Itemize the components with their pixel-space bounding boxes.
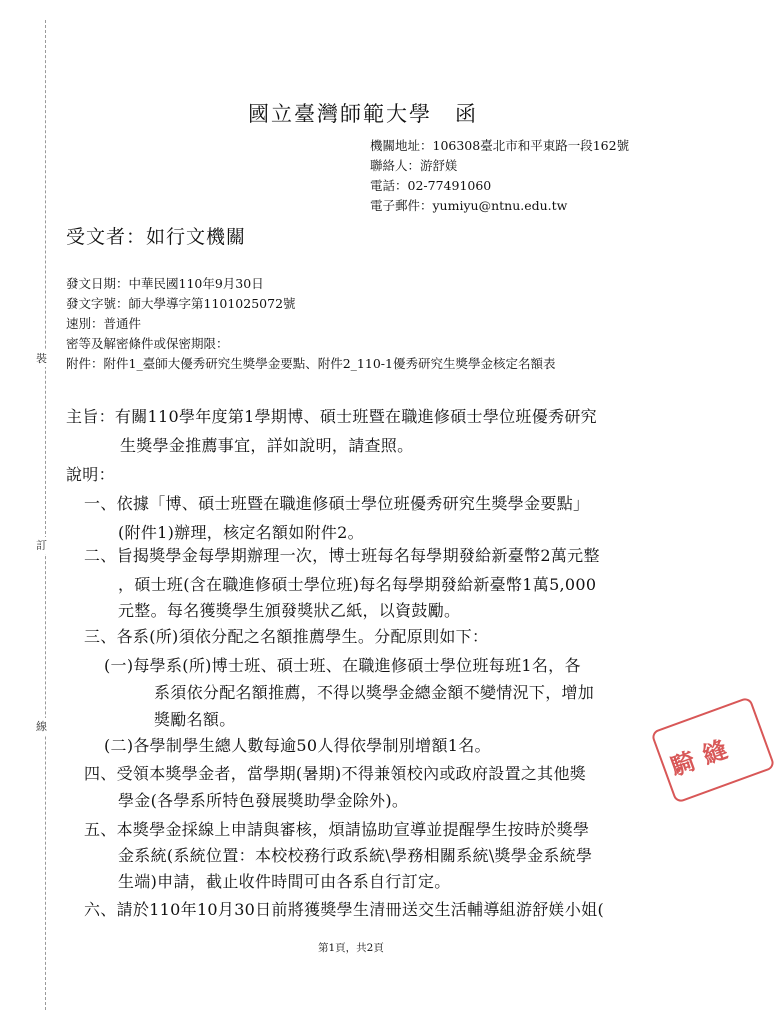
subject-line-1: 主旨：有關110學年度第1學期博、碩士班暨在職進修碩士學位班優秀研究 — [66, 407, 597, 426]
contact-phone: 電話：02-77491060 — [370, 178, 492, 193]
recipient: 受文者：如行文機關 — [66, 226, 247, 248]
contact-person: 聯絡人：游舒媄 — [370, 158, 458, 173]
seal-stamp — [650, 696, 776, 804]
item-4-line-2: 學金(各學系所特色發展獎助學金除外)。 — [118, 791, 409, 810]
item-2-line-1: 二、旨揭獎學金每學期辦理一次，博士班每名每學期發給新臺幣2萬元整 — [84, 546, 600, 565]
contact-address: 機關地址：106308臺北市和平東路一段162號 — [370, 138, 630, 153]
contact-block — [370, 136, 629, 216]
security-level: 密等及解密條件或保密期限： — [66, 336, 229, 351]
issue-date: 發文日期：中華民國110年9月30日 — [66, 276, 264, 291]
page-footer: 第1頁，共2頁 — [318, 942, 384, 954]
explanation-label: 說明： — [66, 465, 115, 484]
meta-block — [66, 274, 555, 374]
item-3b-line-1: (二)各學制學生總人數每逾50人得依學制別增額1名。 — [104, 736, 491, 755]
speed-class: 速別：普通件 — [66, 316, 142, 331]
item-3a-line-3: 獎勵名額。 — [154, 710, 236, 729]
contact-email: 電子郵件：yumiyu@ntnu.edu.tw — [370, 198, 568, 213]
item-2-line-3: 元整。每名獲獎學生頒發獎狀乙紙，以資鼓勵。 — [118, 601, 461, 620]
item-3-line-1: 三、各系(所)須依分配之名額推薦學生。分配原則如下： — [84, 627, 489, 646]
item-4-line-1: 四、受領本獎學金者，當學期(暑期)不得兼領校內或政府設置之其他獎 — [84, 764, 587, 783]
document-title: 國立臺灣師範大學 函 — [248, 102, 478, 126]
binding-mark-ding: 訂 — [36, 539, 47, 552]
item-1-line-1: 一、依據「博、碩士班暨在職進修碩士學位班優秀研究生獎學金要點」 — [84, 494, 590, 513]
subject-line-2: 生獎學金推薦事宜，詳如說明，請查照。 — [120, 436, 414, 455]
item-6-line-1: 六、請於110年10月30日前將獲獎學生清冊送交生活輔導組游舒媄小姐( — [84, 900, 605, 919]
binding-mark-xian: 線 — [36, 720, 47, 733]
binding-mark-zhuang: 裝 — [36, 352, 47, 365]
item-2-line-2: ，碩士班(含在職進修碩士學位班)每名每學期發給新臺幣1萬5,000 — [118, 575, 597, 594]
attachments: 附件：附件1_臺師大優秀研究生獎學金要點、附件2_110-1優秀研究生獎學金核定名額表 — [66, 356, 556, 371]
item-5-line-2: 金系統(系統位置：本校校務行政系統\學務相關系統\獎學金系統學 — [118, 846, 593, 865]
item-3a-line-1: (一)每學系(所)博士班、碩士班、在職進修碩士學位班每班1名，各 — [104, 656, 581, 675]
item-5-line-3: 生端)申請，截止收件時間可由各系自行訂定。 — [118, 872, 451, 891]
item-3a-line-2: 系須依分配名額推薦，不得以獎學金總金額不變情況下，增加 — [154, 683, 595, 702]
item-1-line-2: (附件1)辦理，核定名額如附件2。 — [118, 523, 364, 542]
binding-dashed-line — [45, 20, 46, 1010]
item-5-line-1: 五、本獎學金採線上申請與審核，煩請協助宣導並提醒學生按時於獎學 — [84, 820, 590, 839]
issue-number: 發文字號：師大學導字第1101025072號 — [66, 296, 296, 311]
seal-stamp-text: 騎縫 — [666, 730, 741, 781]
